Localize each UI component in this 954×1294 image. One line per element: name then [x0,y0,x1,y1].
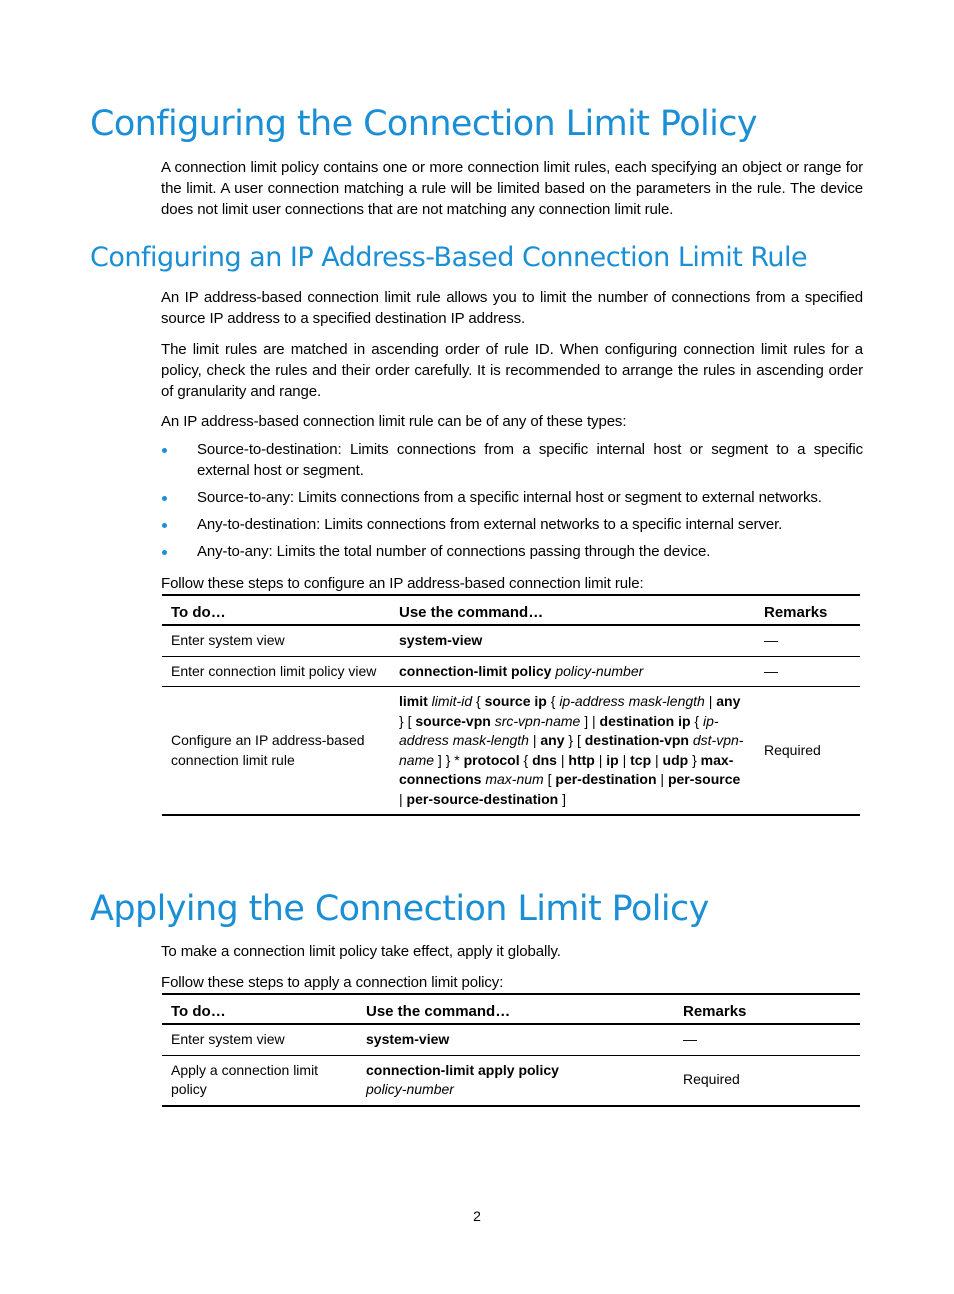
table-row [162,1024,860,1055]
command-syntax: [ [543,771,556,787]
remarks-cell: Required [755,687,860,816]
command-keyword: protocol [463,751,520,768]
ip-rule-command-table [162,594,860,816]
command-syntax: | [651,751,663,768]
column-header-command: Use the command… [390,595,755,625]
todo-cell: Enter system view [162,625,390,656]
command-cell [390,687,755,816]
column-header-remarks: Remarks [674,994,860,1024]
table-header-row [162,994,860,1024]
command-syntax: | [594,751,607,768]
command-keyword: dns [532,751,557,768]
bullet-icon [162,496,167,501]
ip-rule-paragraph-3: An IP address-based connection limit rule can be of any of these types: [161,413,627,430]
command-syntax: } [ [564,732,585,748]
section-title-ip-rule: Configuring an IP Address-Based Connection Limit Rule [90,242,808,273]
command-syntax: { [690,712,703,729]
remarks-cell: — [755,656,860,687]
apply-paragraph: To make a connection limit policy take effect, apply it globally. [161,943,561,960]
command-keyword: udp [662,751,689,768]
command-keyword: destination ip [599,712,691,729]
rule-types-list [161,439,863,568]
command-argument: ip-address mask-length [559,693,705,709]
command-keyword: max-connections [399,751,734,787]
command-keyword: source-vpn [415,712,491,729]
bullet-icon [162,550,167,555]
todo-cell: Apply a connection limit policy [162,1055,357,1106]
column-header-todo: To do… [162,994,357,1024]
todo-cell: Configure an IP address-based connection limit rule [162,687,390,816]
command-syntax: | [528,732,541,748]
bullet-icon [162,523,167,528]
ip-rule-paragraph-1: An IP address-based connection limit rule allows you to limit the number of connections from a specified source IP address to a specified destination IP address. [161,289,863,327]
command-keyword: any [716,693,741,709]
remarks-cell: — [674,1024,860,1055]
command-syntax: } [688,751,701,768]
command-keyword: limit [399,693,428,709]
command-argument: src-vpn-name [494,712,581,729]
list-item: Any-to-destination: Limits connections from external networks to a specific internal server. [161,514,863,535]
todo-cell: Enter connection limit policy view [162,656,390,687]
command-keyword: per-source-destination [406,790,559,807]
column-header-todo: To do… [162,595,390,625]
page-number: 2 [473,1208,481,1224]
command-keyword: source ip [484,693,547,709]
command-argument: limit-id [431,693,473,709]
list-item: Source-to-any: Limits connections from a specific internal host or segment to external networks. [161,487,863,508]
section-title-configuring-policy: Configuring the Connection Limit Policy [90,104,758,144]
command-syntax: | [618,751,631,768]
command-keyword: ip [606,751,619,768]
ip-rule-paragraph-2: The limit rules are matched in ascending order of rule ID. When configuring connection limit rules for a policy, check the rules and their order carefully. It is recommended to arrange the rules in ascending order of granularity and range. [161,341,863,400]
command-syntax: | [399,790,407,807]
column-header-remarks: Remarks [755,595,860,625]
command-argument: max-num [485,771,544,787]
command-keyword: http [568,751,595,768]
ip-rule-steps-intro: Follow these steps to configure an IP address-based connection limit rule: [161,575,644,592]
table-header-row [162,595,860,625]
column-header-command: Use the command… [357,994,674,1024]
command-syntax: ] | [580,712,600,729]
table-row [162,1055,860,1106]
command-cell: system-view [390,625,755,656]
command-syntax: ] [558,790,567,807]
table-row [162,656,860,687]
command-argument: dst-vpn-name [399,732,744,768]
command-cell: connection-limit policy policy-number [390,656,755,687]
bullet-icon [162,448,167,453]
table-row [162,687,860,816]
command-syntax: { [546,693,560,709]
table-row [162,625,860,656]
apply-steps-intro: Follow these steps to apply a connection limit policy: [161,974,504,991]
command-syntax: { [519,751,533,768]
command-syntax: { [472,693,485,709]
command-syntax: ] } * [434,751,464,768]
command-keyword: any [540,732,565,748]
intro-paragraph: A connection limit policy contains one or more connection limit rules, each specifying an object or range for the limit. A user connection matching a rule will be limited based on the parameters in the rule. The device does not limit user connections that are not matching any connection limit rule. [161,159,863,218]
command-keyword: tcp [630,751,652,768]
apply-command-table [162,993,860,1107]
todo-cell: Enter system view [162,1024,357,1055]
list-item: Any-to-any: Limits the total number of connections passing through the device. [161,541,863,562]
command-syntax: } [ [399,712,416,729]
list-item: Source-to-destination: Limits connections from a specific internal host or segment to a specific external host or segment. [161,439,863,481]
command-syntax: | [556,751,569,768]
command-cell: connection-limit apply policy policy-number [357,1055,674,1106]
command-syntax: | [704,693,717,709]
command-keyword: destination-vpn [584,732,689,748]
section-title-applying-policy: Applying the Connection Limit Policy [90,889,709,929]
command-syntax: | [656,771,668,787]
command-cell: system-view [357,1024,674,1055]
command-argument: ip-address mask-length [399,712,719,748]
command-keyword: per-destination [555,771,657,787]
command-keyword: per-source [667,771,741,787]
remarks-cell: — [755,625,860,656]
remarks-cell: Required [674,1055,860,1106]
